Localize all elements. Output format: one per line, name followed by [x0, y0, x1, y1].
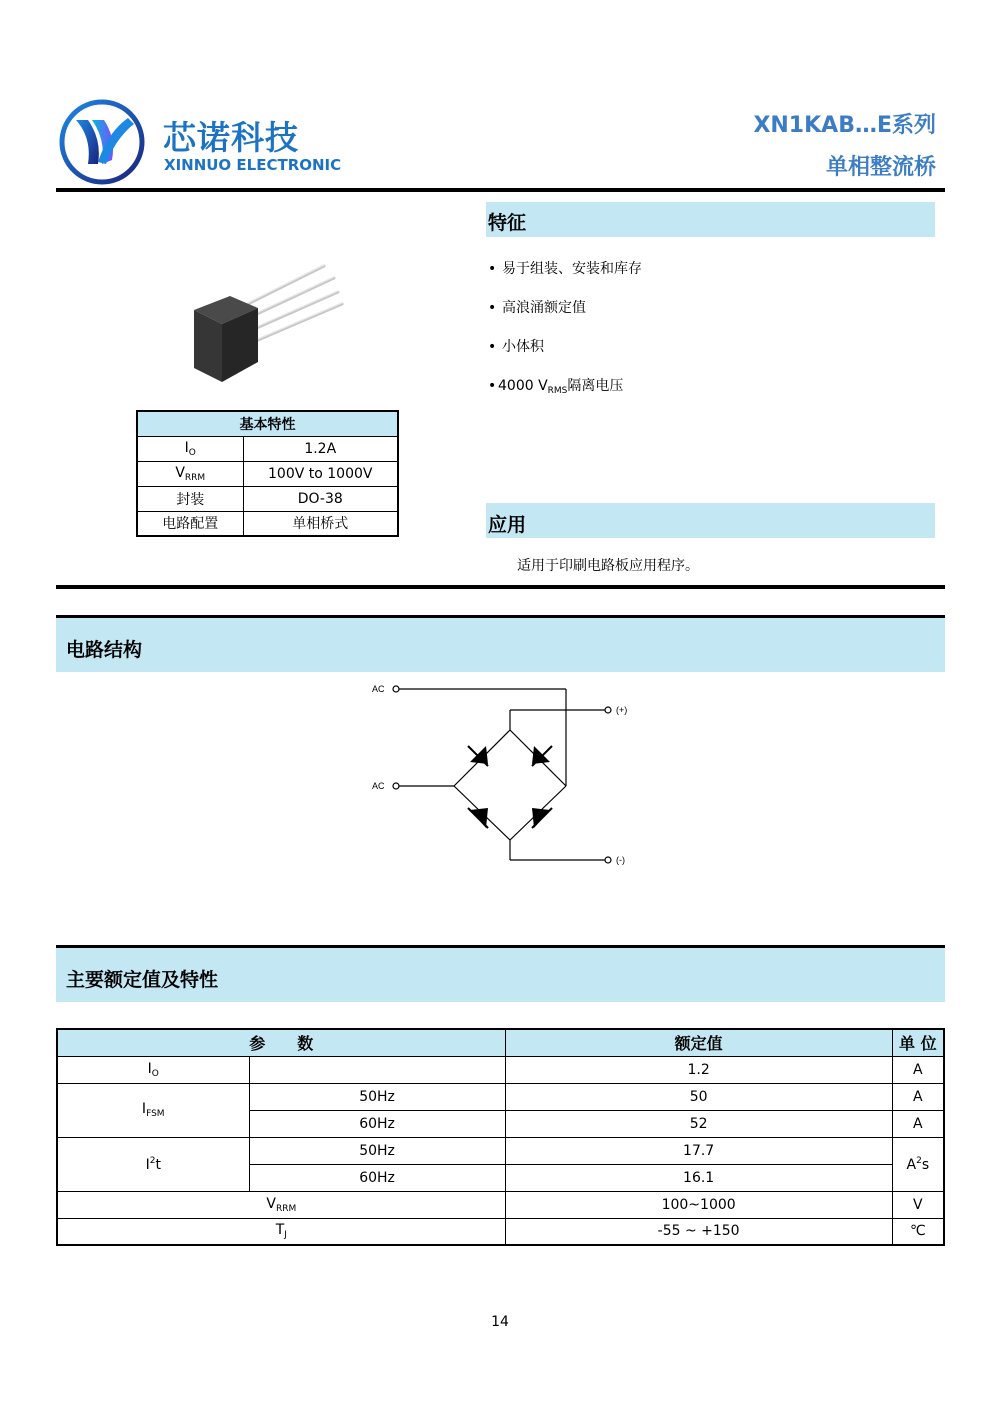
feature-item: • 高浪涌额定值 — [488, 300, 586, 316]
param-label: 封装 — [137, 486, 243, 511]
rating-unit: ℃ — [892, 1218, 944, 1245]
param-value: 单相桥式 — [243, 511, 398, 536]
section-rule — [56, 585, 945, 589]
application-band — [486, 503, 935, 538]
circuit-band — [56, 615, 945, 672]
rating-unit: V — [892, 1191, 944, 1218]
feature-item: • 小体积 — [488, 339, 544, 355]
table-row: $I_O$ 1.2 A — [57, 1056, 944, 1083]
table-row — [137, 486, 398, 511]
condition: 50Hz — [249, 1083, 505, 1110]
table-row — [137, 511, 398, 536]
param-label: 电路配置 — [137, 511, 243, 536]
param-label: V — [266, 1195, 276, 1212]
param-label: I — [184, 439, 189, 456]
condition: 50Hz — [249, 1137, 505, 1164]
header-param: 参 数 — [57, 1029, 505, 1056]
features-title: 特征 — [488, 212, 527, 234]
rating-value: -55 ~ +150 — [505, 1218, 892, 1245]
header-value: 额定值 — [505, 1029, 892, 1056]
feature-item: • 易于组装、安装和库存 — [488, 261, 642, 277]
plus-label: (+) — [616, 705, 628, 715]
table-row: $I^2t$ 50Hz 17.7 $A^2s$ — [57, 1137, 944, 1164]
application-text: 适用于印刷电路板应用程序。 — [517, 558, 699, 574]
rating-unit: A — [906, 1156, 917, 1173]
header-rule — [56, 188, 945, 192]
rating-value: 1.2 — [505, 1056, 892, 1083]
rating-unit: A — [892, 1056, 944, 1083]
param-value: DO-38 — [243, 486, 398, 511]
feature-item: • 4000 $V_{RMS}$隔离电压 — [488, 378, 624, 396]
param-label: I — [147, 1060, 152, 1077]
rating-value: 50 — [505, 1083, 892, 1110]
table-row: $I_O$ 1.2A — [137, 436, 398, 461]
ac-label: AC — [372, 684, 385, 694]
product-image — [186, 258, 352, 384]
xn-logo-icon — [58, 98, 148, 186]
bridge-circuit-diagram — [360, 680, 650, 880]
param-label: I — [145, 1156, 150, 1173]
param-label: I — [141, 1101, 147, 1117]
rating-unit: A — [892, 1110, 944, 1137]
ac-label: AC — [372, 781, 385, 791]
table-row: $T_J$ -55 ~ +150 ℃ — [57, 1218, 944, 1245]
param-value: 1.2A — [243, 436, 398, 461]
application-title: 应用 — [488, 514, 527, 536]
table-header-row — [57, 1029, 944, 1056]
rating-value: 100~1000 — [505, 1191, 892, 1218]
basic-characteristics-table — [136, 410, 399, 537]
param-label: V — [175, 464, 185, 481]
rating-value: 16.1 — [505, 1164, 892, 1191]
rating-value: 17.7 — [505, 1137, 892, 1164]
ratings-table — [56, 1028, 945, 1246]
features-band — [486, 202, 935, 237]
ratings-title: 主要额定值及特性 — [66, 969, 219, 991]
condition: 60Hz — [249, 1164, 505, 1191]
rating-value: 52 — [505, 1110, 892, 1137]
table-row: $I_{FSM}$ 50Hz 50 A — [57, 1083, 944, 1110]
param-value: 100V to 1000V — [243, 461, 398, 486]
page-number: 14 — [491, 1314, 509, 1330]
minus-label: (-) — [616, 855, 625, 865]
header-unit: 单 位 — [892, 1029, 944, 1056]
brand-name-en: XINNUO ELECTRONIC — [164, 156, 342, 174]
table-row: $V_{RRM}$ 100V to 1000V — [137, 461, 398, 486]
condition: 60Hz — [249, 1110, 505, 1137]
brand-name-cn: 芯诺科技 — [163, 118, 299, 157]
table-row: $V_{RRM}$ 100~1000 V — [57, 1191, 944, 1218]
param-label: T — [275, 1222, 285, 1239]
circuit-title: 电路结构 — [66, 639, 143, 661]
series-title: XN1KAB…E系列 — [753, 113, 936, 138]
basic-table-title: 基本特性 — [137, 411, 398, 436]
rating-unit: A — [892, 1083, 944, 1110]
product-title: 单相整流桥 — [825, 155, 936, 180]
